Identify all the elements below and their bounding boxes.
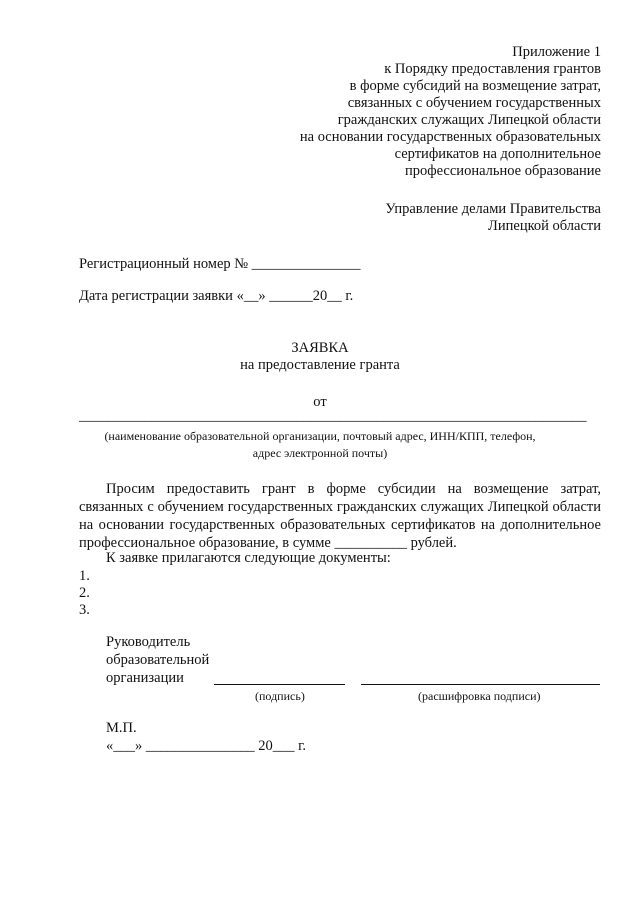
signature-line bbox=[214, 684, 345, 685]
signature-hint: (подпись) bbox=[255, 689, 305, 703]
from-underline: ______________________________________________________________________ bbox=[79, 408, 587, 424]
from-label: от bbox=[313, 394, 327, 410]
signatory-label: образовательной bbox=[106, 652, 210, 668]
appendix-line: гражданских служащих Липецкой области bbox=[337, 112, 601, 128]
from-hint: (наименование образовательной организации, почтовый адрес, ИНН/КПП, телефон, bbox=[104, 429, 536, 443]
registration-number: Регистрационный номер № _______________ bbox=[79, 256, 361, 272]
request-paragraph: Просим предоставить грант в форме субсидии на возмещение затрат, связанных с обучением государственных гражданских служащих Липецкой области на основании государственных образовательных сертификатов на дополнительное профессиональное образование, в сумме __________ рублей. bbox=[79, 481, 601, 551]
appendix-line: к Порядку предоставления грантов bbox=[384, 61, 601, 77]
stamp-label: М.П. bbox=[106, 720, 137, 736]
from-hint: адрес электронной почты) bbox=[252, 446, 388, 460]
appendix-line: связанных с обучением государственных bbox=[347, 95, 601, 111]
appendix-line: профессиональное образование bbox=[404, 163, 601, 179]
signature-decode-hint: (расшифровка подписи) bbox=[418, 689, 541, 703]
list-item: 2. bbox=[79, 585, 90, 601]
document-title: ЗАЯВКА bbox=[291, 340, 349, 356]
registration-date: Дата регистрации заявки «__» ______20__ г. bbox=[79, 288, 354, 304]
appendix-line: в форме субсидий на возмещение затрат, bbox=[349, 78, 601, 94]
appendix-line: на основании государственных образовательных bbox=[299, 129, 601, 145]
attachments-intro: К заявке прилагаются следующие документы: bbox=[106, 550, 391, 566]
list-item: 3. bbox=[79, 602, 90, 618]
addressee-line: Липецкой области bbox=[488, 218, 601, 234]
appendix-line: сертификатов на дополнительное bbox=[394, 146, 601, 162]
document-subtitle: на предоставление гранта bbox=[240, 357, 400, 373]
signatory-label: организации bbox=[106, 670, 184, 686]
signatory-label: Руководитель bbox=[106, 634, 191, 650]
signature-date: «___» _______________ 20___ г. bbox=[106, 738, 307, 754]
addressee-line: Управление делами Правительства bbox=[385, 201, 601, 217]
appendix-line: Приложение 1 bbox=[512, 44, 601, 60]
list-item: 1. bbox=[79, 568, 90, 584]
signature-decode-line bbox=[361, 684, 600, 685]
